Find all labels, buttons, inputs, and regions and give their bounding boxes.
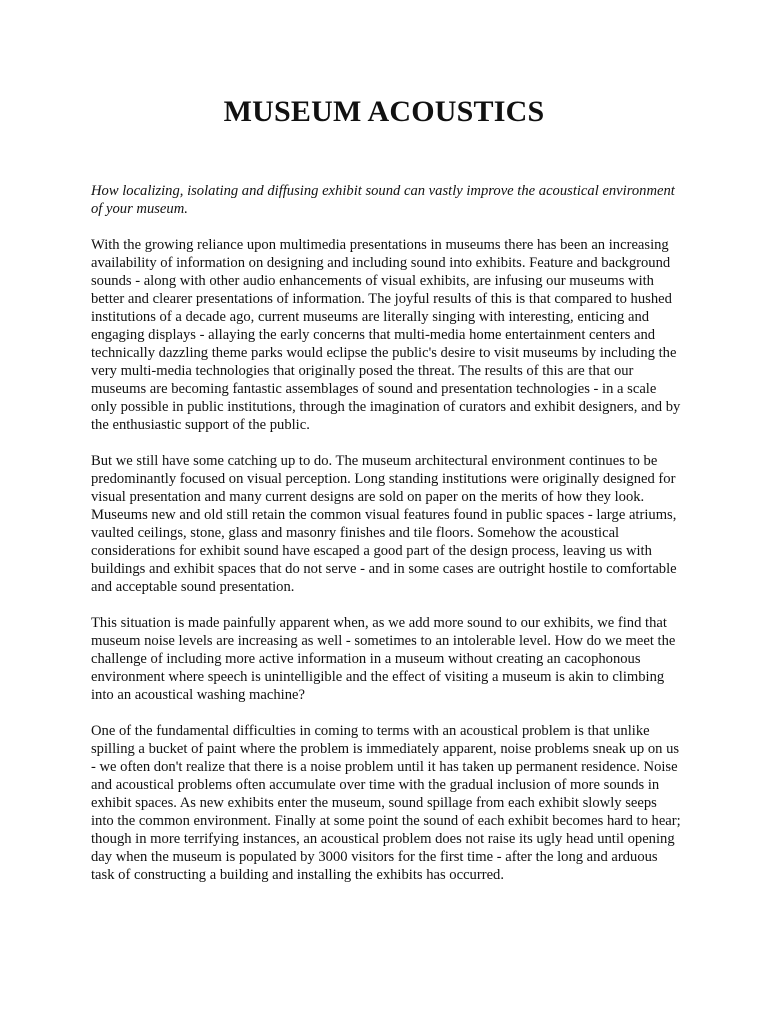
document-body	[91, 182, 683, 902]
body-paragraph-4: One of the fundamental difficulties in coming to terms with an acoustical problem is that unlike spilling a bucket of paint where the problem is immediately apparent, noise problems sneak up on us - we often don't realize that there is a noise problem until it has taken up permanent residence. Noise and acoustical problems often accumulate over time with the gradual inclusion of more sounds in exhibit spaces. As new exhibits enter the museum, sound spillage from each exhibit slowly seeps into the common environment. Finally at some point the sound of each exhibit becomes hard to hear; though in more terrifying instances, an acoustical problem does not raise its ugly head until opening day when the museum is populated by 3000 visitors for the first time - after the long and arduous task of constructing a building and installing the exhibits has occurred.	[91, 723, 681, 883]
body-paragraph-2: But we still have some catching up to do. The museum architectural environment continues to be predominantly focused on visual perception. Long standing institutions were originally designed for visual presentation and many current designs are sold on paper on the merits of how they look. Museums new and old still retain the common visual features found in public spaces - large atriums, vaulted ceilings, stone, glass and masonry finishes and tile floors. Somehow the acoustical considerations for exhibit sound have escaped a good part of the design process, leaving us with buildings and exhibit spaces that do not serve - and in some cases are outright hostile to comfortable and acceptable sound presentation.	[91, 453, 677, 595]
intro-paragraph: How localizing, isolating and diffusing exhibit sound can vastly improve the acoustical environment of your museum.	[91, 183, 675, 217]
body-paragraph-1: With the growing reliance upon multimedia presentations in museums there has been an increasing availability of information on designing and including sound into exhibits. Feature and background sounds - along with other audio enhancements of visual exhibits, are infusing our museums with better and clearer presentations of information. The joyful results of this is that compared to hushed institutions of a decade ago, current museums are literally singing with interesting, enticing and engaging displays - allaying the early concerns that multi-media home entertainment centers and technically dazzling theme parks would eclipse the public's desire to visit museums by including the very multi-media technologies that originally posed the threat. The results of this are that our museums are becoming fantastic assemblages of sound and presentation technologies - in a scale only possible in public institutions, through the imagination of curators and exhibit designers, and by the enthusiastic support of the public.	[91, 237, 681, 433]
body-paragraph-3: This situation is made painfully apparent when, as we add more sound to our exhibits, we find that museum noise levels are increasing as well - sometimes to an intolerable level. How do we meet the challenge of including more active information in a museum without creating an cacophonous environment where speech is unintelligible and the effect of visiting a museum is akin to climbing into an acoustical washing machine?	[91, 615, 676, 703]
document-title: MUSEUM ACOUSTICS	[223, 95, 545, 128]
